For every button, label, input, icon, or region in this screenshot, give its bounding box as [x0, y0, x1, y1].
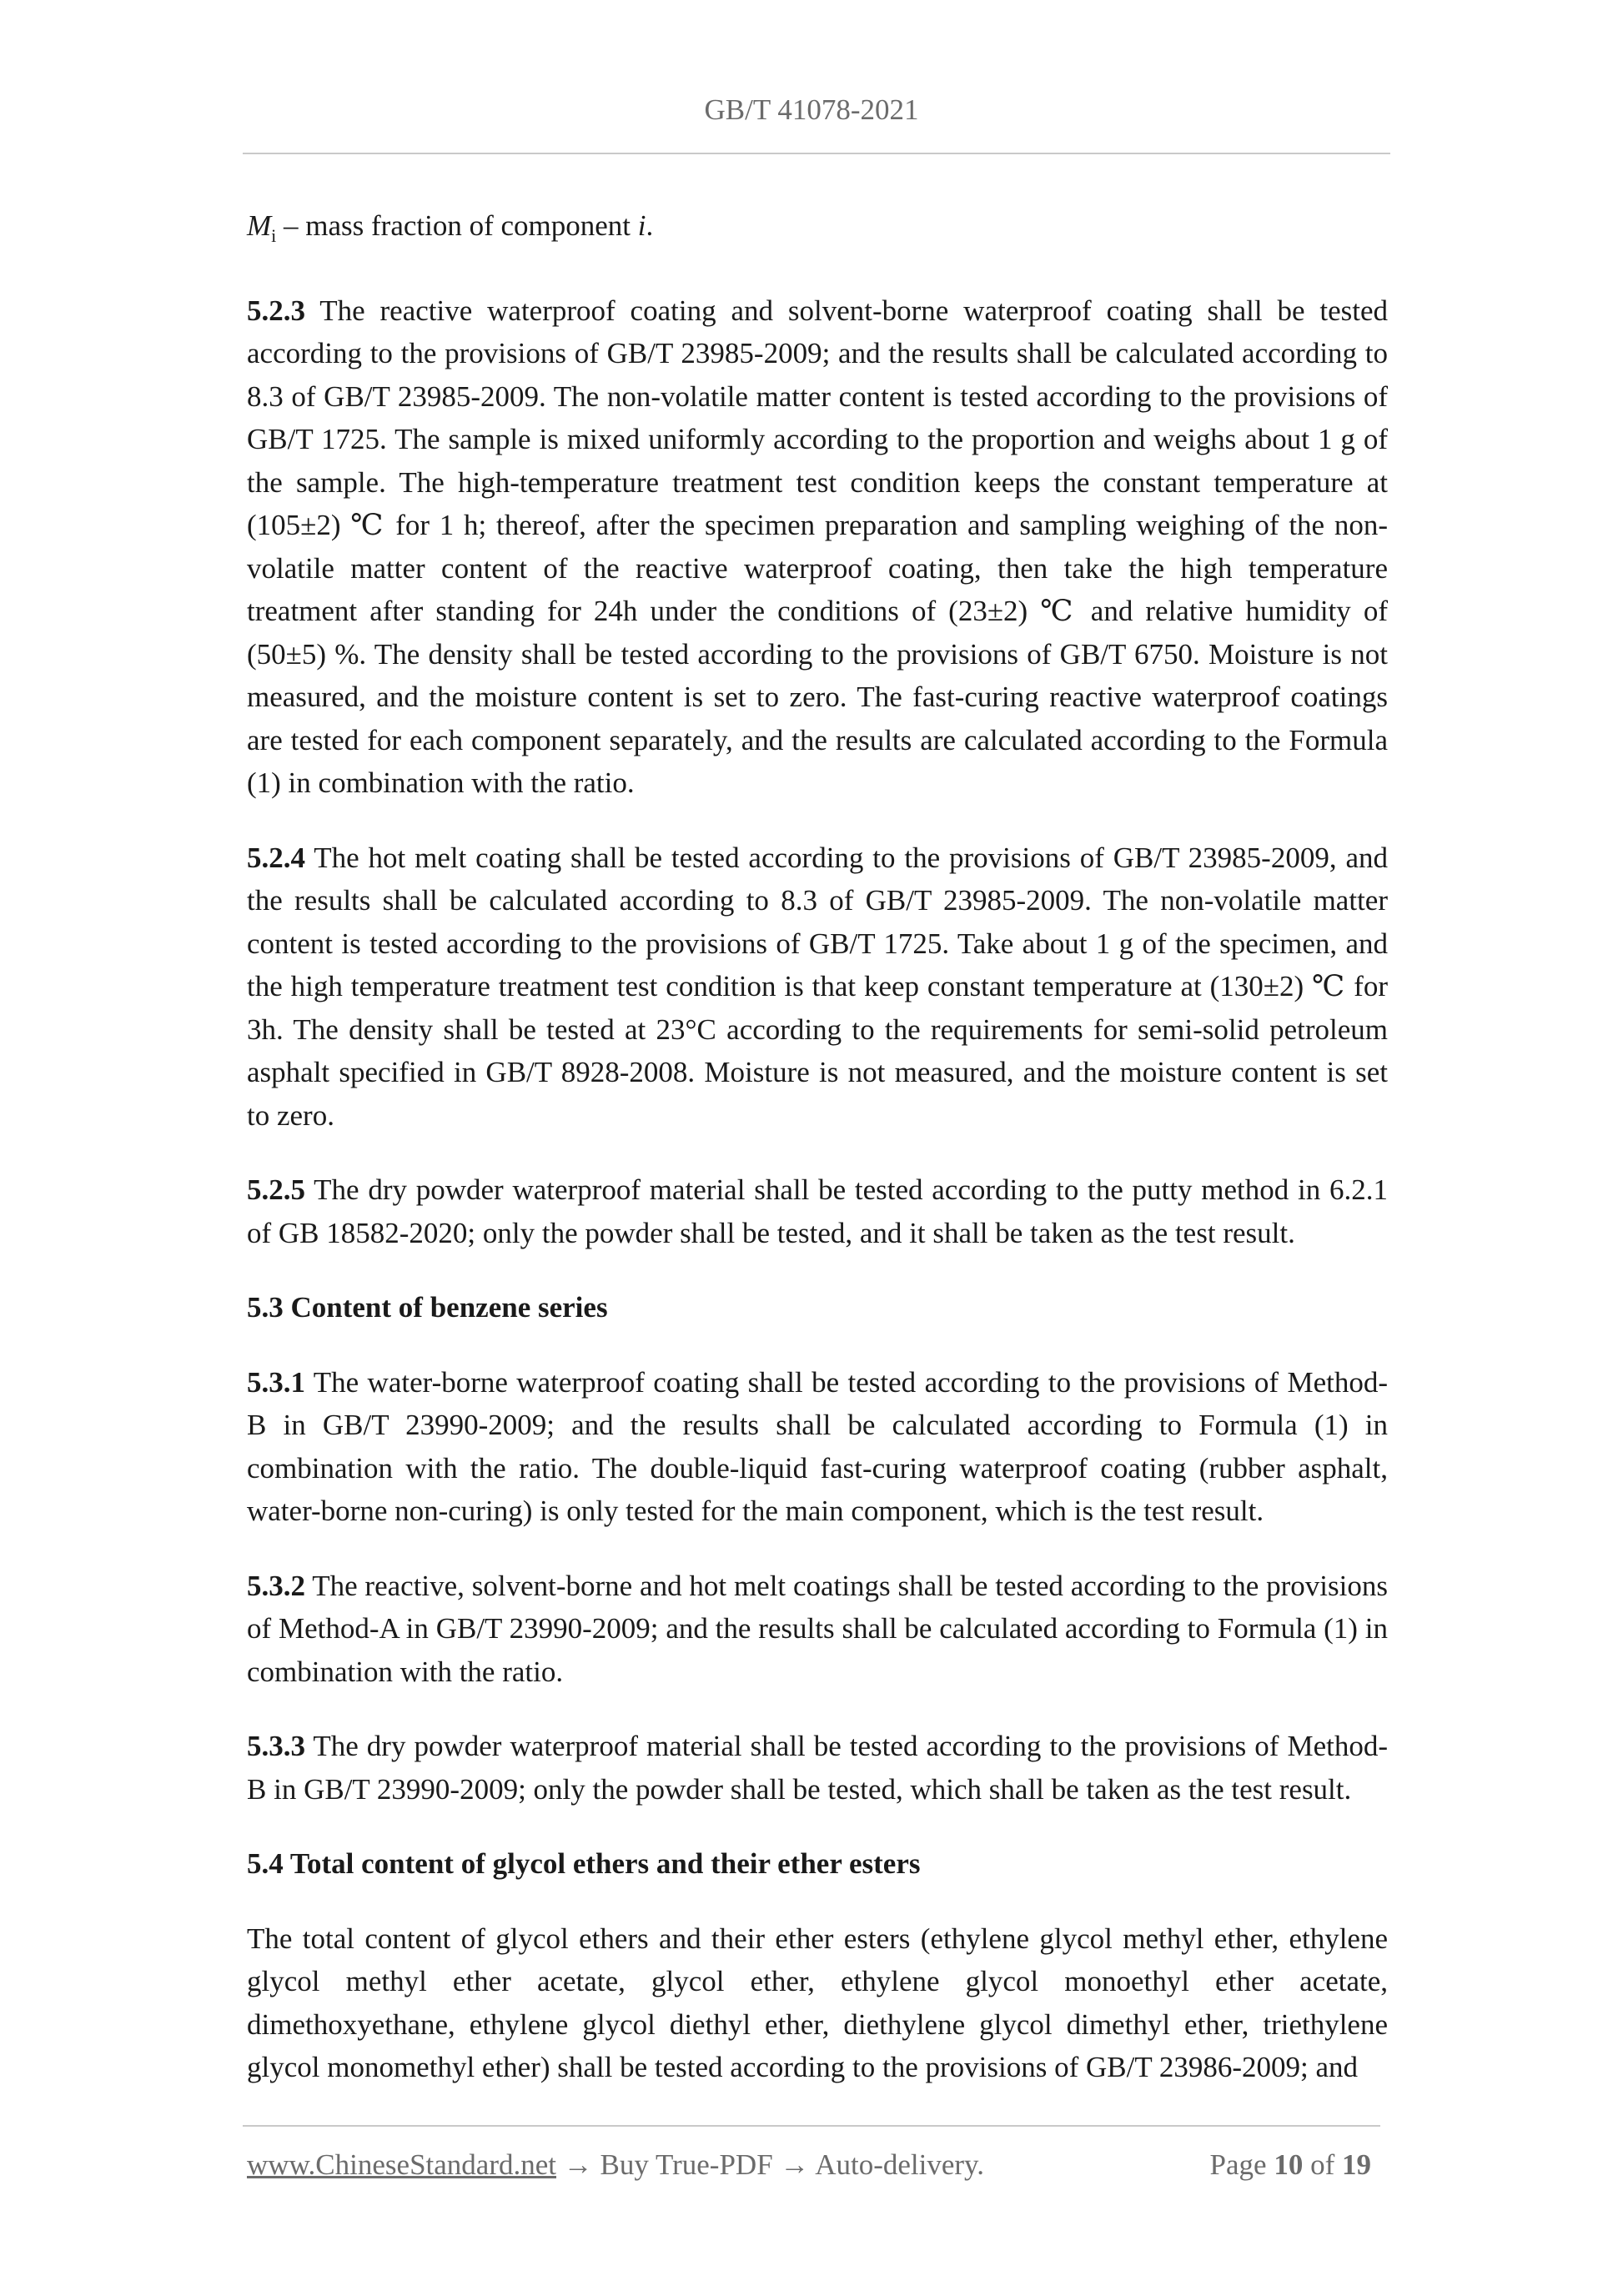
clause-5-2-4	[247, 837, 1388, 1138]
header-divider	[243, 153, 1390, 154]
clause-number: 5.3.2	[247, 1569, 305, 1602]
symbol-subscript: i	[271, 225, 277, 246]
section-heading-5-3: 5.3 Content of benzene series	[247, 1291, 608, 1324]
footer-promo-text: → Buy True-PDF → Auto-delivery.	[556, 2148, 985, 2181]
clause-5-2-5	[247, 1168, 1388, 1254]
clause-number: 5.2.5	[247, 1173, 305, 1206]
website-link[interactable]: www.ChineseStandard.net	[247, 2148, 556, 2181]
page-header-title: GB/T 41078-2021	[704, 93, 919, 126]
document-body	[247, 204, 1388, 2089]
clause-number: 5.3.3	[247, 1730, 305, 1762]
symbol-i: i	[637, 209, 646, 242]
variable-definition	[247, 204, 1388, 258]
clause-5-2-3	[247, 289, 1388, 805]
clause-text: The reactive, solvent-borne and hot melt coatings shall be tested according to the provisions of Method-A in GB/T 23990-2009; and the results shall be calculated according to Formula (1) in combination with the ratio.	[247, 1569, 1388, 1688]
footer-promo	[247, 2148, 984, 2182]
clause-text: The dry powder waterproof material shall be tested according to the putty method in 6.2.1 of GB 18582-2020; only the powder shall be tested, and it shall be taken as the test result.	[247, 1173, 1388, 1249]
current-page: 10	[1274, 2148, 1304, 2181]
page-number	[1210, 2148, 1371, 2182]
page-footer	[247, 2148, 1388, 2190]
of-label: of	[1303, 2148, 1342, 2181]
clause-5-3-2	[247, 1565, 1388, 1694]
symbol-m: M	[247, 209, 272, 242]
clause-text: The hot melt coating shall be tested according to the provisions of GB/T 23985-2009, and the results shall be calculated according to 8.3 of GB/T 23985-2009. The non-volatile matter content is tested according to the provisions of GB/T 1725. Take about 1 g of the specimen, and the high temperature treatment test condition is that keep constant temperature at (130±2) ℃ for 3h. The density shall be tested at 23°C according to the requirements for semi-solid petroleum asphalt specified in GB/T 8928-2008. Moisture is not measured, and the moisture content is set to zero.	[247, 841, 1388, 1132]
section-heading-5-4: 5.4 Total content of glycol ethers and their ether esters	[247, 1847, 921, 1880]
clause-number: 5.3.1	[247, 1365, 305, 1399]
section-5-4-paragraph: The total content of glycol ethers and their ether esters (ethylene glycol methyl ether, ethylene glycol methyl ether acetate, glycol ether, ethylene glycol monoethyl ether acetate, dimethoxyethane, ethylene glycol diethyl ether, diethylene glycol dimethyl ether, triethylene glycol monomethyl ether) shall be tested according to the provisions of GB/T 23986-2009; and	[247, 1922, 1388, 2083]
clause-text: The reactive waterproof coating and solvent-borne waterproof coating shall be tested according to the provisions of GB/T 23985-2009; and the results shall be calculated according to 8.3 of GB/T 23985-2009. The non-volatile matter content is tested according to the provisions of GB/T 1725. The sample is mixed uniformly according to the proportion and weighs about 1 g of the sample. The high-temperature treatment test condition keeps the constant temperature at (105±2) ℃ for 1 h; thereof, after the specimen preparation and sampling weighing of the non-volatile matter content of the reactive waterproof coating, then take the high temperature treatment after standing for 24h under the conditions of (23±2) ℃ and relative humidity of (50±5) %. The density shall be tested according to the provisions of GB/T 6750. Moisture is not measured, and the moisture content is set to zero. The fast-curing reactive waterproof coatings are tested for each component separately, and the results are calculated according to the Formula (1) in combination with the ratio.	[247, 294, 1388, 799]
definition-end: .	[646, 209, 654, 242]
clause-number: 5.2.4	[247, 841, 305, 874]
total-pages: 19	[1342, 2148, 1371, 2181]
clause-5-3-3	[247, 1725, 1388, 1811]
page-label: Page	[1209, 2148, 1274, 2181]
clause-number: 5.2.3	[247, 294, 305, 327]
clause-5-3-1	[247, 1361, 1388, 1533]
clause-text: The dry powder waterproof material shall be tested according to the provisions of Method-B in GB/T 23990-2009; only the powder shall be tested, which shall be taken as the test result.	[247, 1730, 1388, 1806]
clause-text: The water-borne waterproof coating shall be tested according to the provisions of Method-B in GB/T 23990-2009; and the results shall be calculated according to Formula (1) in combination with the ratio. The double-liquid fast-curing waterproof coating (rubber asphalt, water-borne non-curing) is only tested for the main component, which is the test result.	[247, 1365, 1388, 1527]
definition-text: – mass fraction of component	[276, 209, 638, 242]
footer-divider	[243, 2125, 1380, 2127]
